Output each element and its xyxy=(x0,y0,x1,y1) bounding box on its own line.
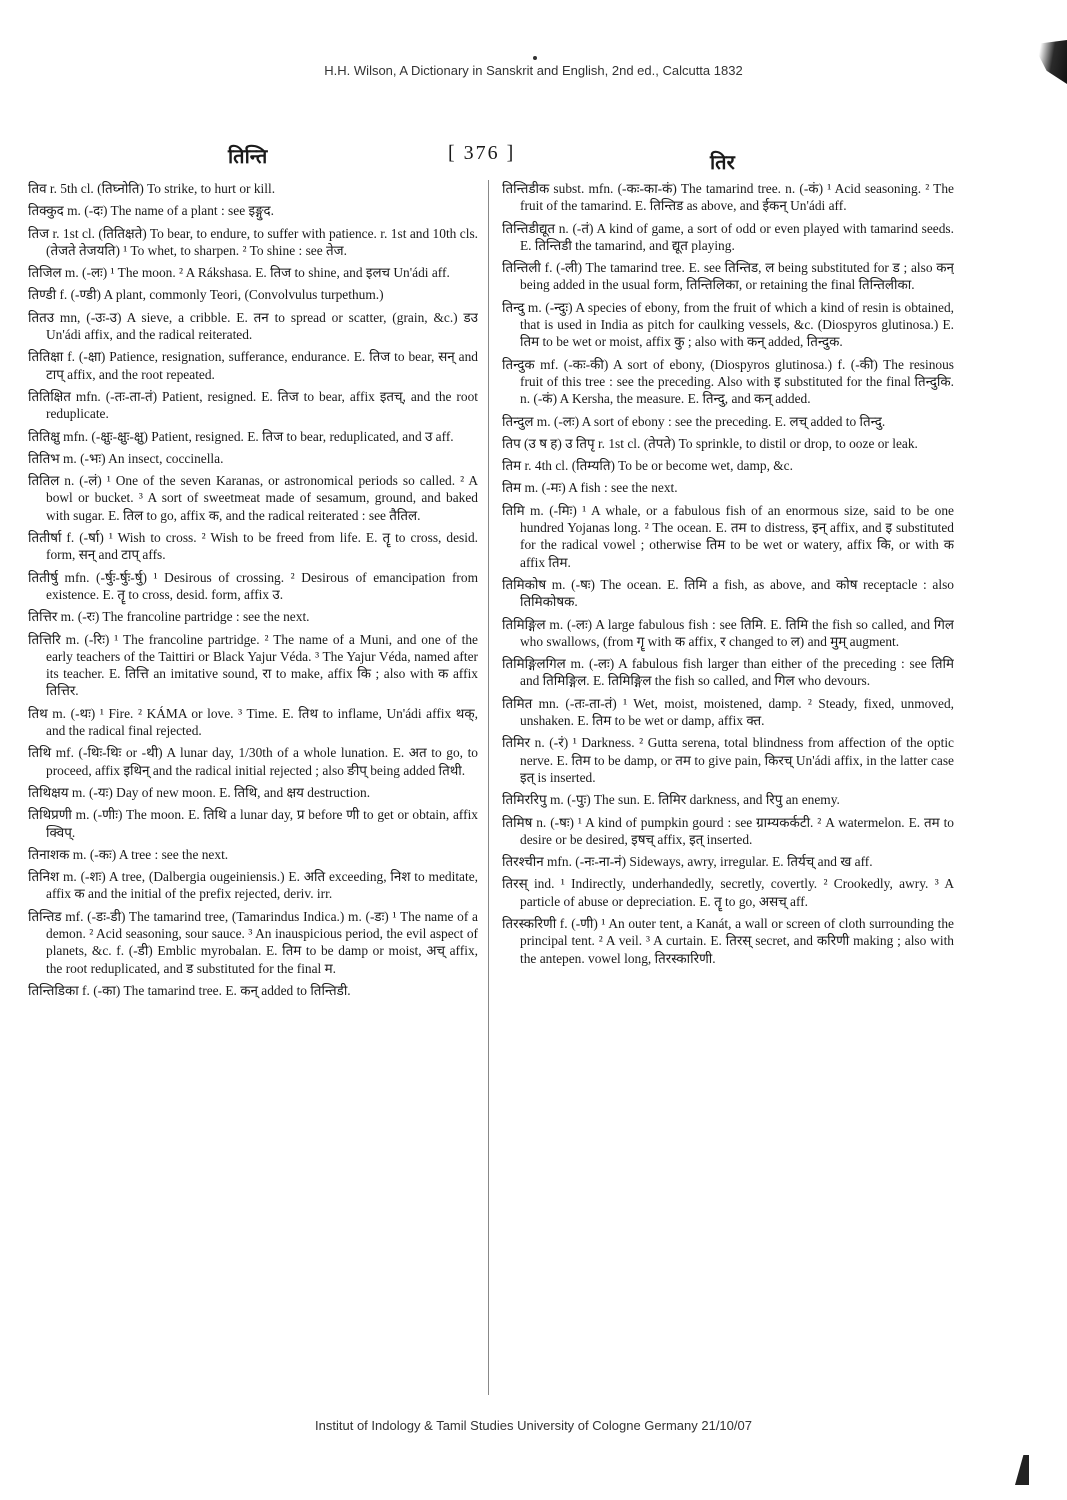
column-divider xyxy=(488,180,489,1395)
dictionary-entry: तिनिश m. (-शः) A tree, (Dalbergia ougeiniensis.) E. अति exceeding, निश to meditate, affix क and the initial of the prefix rejected, deriv. irr. xyxy=(28,869,478,902)
dictionary-entry: तिमिष n. (-षः) ¹ A kind of pumpkin gourd : see ग्राम्यकर्कटी. ² A watermelon. E. तम to desire or be desired, इषच् affix, इत् inserted. xyxy=(502,814,954,847)
dictionary-entry: तिन्तिडीक subst. mfn. (-कः-का-कं) The tamarind tree. n. (-कं) ¹ Acid seasoning. ² The fruit of the tamarind. E. तिन्तिड as above, and ईकन् Un'ádi aff. xyxy=(502,181,954,214)
dictionary-entry: तितिक्षित mfn. (-तः-ता-तं) Patient, resigned. E. तिज to bear, affix इतच्, and the root reduplicate. xyxy=(28,388,478,422)
left-column xyxy=(28,180,478,1402)
dictionary-entry: तिथिप्रणी m. (-णीः) The moon. E. तिथि a lunar day, प्र before णी to get or obtain, affix क्विप्. xyxy=(28,807,478,840)
dictionary-entry: तितीर्षा f. (-र्षा) ¹ Wish to cross. ² Wish to be freed from life. E. तॄ to cross, desid. form, सन् and टाप् affs. xyxy=(28,530,478,563)
dictionary-entry: तिम r. 4th cl. (तिम्यति) To be or become wet, damp, &c. xyxy=(502,458,793,474)
dictionary-entry: तिरस्करिणी f. (-णी) ¹ An outer tent, a Kanát, a wall or screen of cloth surrounding the principal tent. ² A veil. ³ A curtain. E. तिरस् secret, and करिणी making ; also with the antepen. vowel long, तिरस्कारिणी. xyxy=(502,915,954,966)
citation-header: H.H. Wilson, A Dictionary in Sanskrit and English, 2nd ed., Calcutta 1832 xyxy=(324,63,743,78)
right-column xyxy=(502,180,954,1402)
scan-speck xyxy=(533,56,537,60)
institution-footer: Institut of Indology & Tamil Studies University of Cologne Germany 21/10/07 xyxy=(315,1418,752,1433)
dictionary-entry: तिन्तिडिका f. (-का) The tamarind tree. E. कन् added to तिन्तिडी. xyxy=(28,982,351,998)
dictionary-entry: तितउ mn, (-उः-उ) A sieve, a cribble. E. तन to spread or scatter, (grain, &c.) डउ Un'ádi affix, and the radical reiterated. xyxy=(28,309,478,343)
dictionary-entry: तितीर्षु mfn. (-र्षुः-र्षुः-र्षु) ¹ Desirous of crossing. ² Desirous of emancipation from existence. E. तॄ to cross, desid. form, affix उ. xyxy=(28,569,478,602)
dictionary-entry: तिन्दु m. (-न्दुः) A species of ebony, from the fruit of which a kind of resin is obtained, that is used in India as pitch for caulking vessels, &c. (Diospyros glutinosa.) E. तिम to be wet or moist, affix कु ; also with कन् added, तिन्दुक. xyxy=(502,299,954,350)
dictionary-entry: तिथ m. (-थः) ¹ Fire. ² KÁMA or love. ³ Time. E. तिथ to inflame, Un'ádi affix थक्, and the radical final rejected. xyxy=(28,705,478,739)
dictionary-entry: तिक्कुद m. (-दः) The name of a plant : see इङ्गुद. xyxy=(28,203,274,219)
dictionary-entry: तिथिक्षय m. (-यः) Day of new moon. E. तिथि, and क्षय destruction. xyxy=(28,784,371,800)
dictionary-entry: तिन्तिली f. (-ली) The tamarind tree. E. see तिन्तिड, ल being substituted for ड ; also कन् being added in the usual form, तिन्तिलिका, or retaining the final तिन्तिलीका. xyxy=(502,260,954,293)
dictionary-entry: तितिक्षु mfn. (-क्षुः-क्षुः-क्षु) Patient, resigned. E. तिज to bear, reduplicated, and उ aff. xyxy=(28,428,454,444)
dictionary-entry: तितिभ m. (-भः) An insect, coccinella. xyxy=(28,450,224,466)
dictionary-entry: तिमित mn. (-तः-ता-तं) ¹ Wet, moist, moistened, damp. ² Steady, fixed, unmoved, unshaken. E. तिम to be wet or damp, affix क्त. xyxy=(502,695,954,729)
dictionary-entry: तिरश्चीन mfn. (-नः-ना-नं) Sideways, awry, irregular. E. तिर्यच् and ख aff. xyxy=(502,854,873,870)
dictionary-entry: तिमिङ्गिलगिल m. (-लः) A fabulous fish larger than either of the preceding : see तिमि and तिमिङ्गिल. E. तिमिङ्गिल the fish so called, and गिल who devours. xyxy=(502,656,954,689)
dictionary-entry: तिव r. 5th cl. (तिघ्नोति) To strike, to hurt or kill. xyxy=(28,181,276,196)
dictionary-entry: तिन्तिडीद्यूत n. (-तं) A kind of game, a sort of odd or even played with tamarind seeds. E. तिन्तिडी the tamarind, and द्यूत playing. xyxy=(502,220,954,253)
dictionary-entry: तिमिर n. (-रं) ¹ Darkness. ² Gutta serena, total blindness from affection of the optic nerve. E. तिम to be damp, or तम to give pain, किरच् Un'ádi affix, in the latter case इत् is inserted. xyxy=(502,735,954,785)
dictionary-entry: तिथि mf. (-थिः-थिः or -थी) A lunar day, 1/30th of a whole lunation. E. अत to go, to proceed, affix इथिन् and the radical initial rejected ; also ङीप् being added तिथी. xyxy=(28,745,478,778)
dictionary-entry: तिन्दुक mf. (-कः-की) A sort of ebony, (Diospyros glutinosa.) f. (-की) The resinous fruit of this tree : see the preceding. Also with इ substituted for the final तिन्दुकि. n. (-कं) A Kersha, the measure. E. तिन्दु, and कन् added. xyxy=(502,356,954,407)
dictionary-entry: तिण्डी f. (-ण्डी) A plant, commonly Teori, (Convolvulus turpethum.) xyxy=(28,287,384,303)
dictionary-entry: तिन्दुल m. (-लः) A sort of ebony : see the preceding. E. लच् added to तिन्दु. xyxy=(502,413,886,429)
dictionary-entry: तिमिङ्गिल m. (-लः) A large fabulous fish : see तिमि. E. तिमि the fish so called, and गिल who swallows, (from गॄ with क affix, र changed to ल) and मुम् augment. xyxy=(502,616,954,649)
dictionary-entry: तिजिल m. (-लः) ¹ The moon. ² A Rákshasa. E. तिज to shine, and इलच Un'ádi aff. xyxy=(28,265,450,281)
dictionary-entry: तितिक्षा f. (-क्षा) Patience, resignation, sufferance, endurance. E. तिज to bear, सन् and टाप् affix, and the root repeated. xyxy=(28,349,478,382)
dictionary-entry: तिमिररिपु m. (-पुः) The sun. E. तिमिर darkness, and रिपु an enemy. xyxy=(502,792,840,808)
page-number: [ 376 ] xyxy=(448,142,516,164)
running-head-right: तिर xyxy=(710,150,735,174)
dictionary-entry: तितिल n. (-लं) ¹ One of the seven Karanas, or astronomical periods so called. ² A bowl or bucket. ³ A sort of sweetmeat made of sesamum, ground, and baked with sugar. E. तिल to go, affix क, and the radical reiterated : see तैतिल. xyxy=(28,473,478,523)
dictionary-entry: तिम m. (-मः) A fish : see the next. xyxy=(502,480,678,496)
dictionary-entry: तिमिकोष m. (-षः) The ocean. E. तिमि a fish, as above, and कोष receptacle : also तिमिकोषक. xyxy=(502,576,954,610)
dictionary-entry: तिरस् ind. ¹ Indirectly, underhandedly, secretly, covertly. ² Crookedly, awry. ³ A particle of abuse or depreciation. E. तॄ to go, असच् aff. xyxy=(502,876,954,909)
dictionary-entry: तित्तिर m. (-रः) The francoline partridge : see the next. xyxy=(28,609,310,625)
scan-edge-mark-bottom xyxy=(1015,1455,1029,1485)
running-head-left: तिन्ति xyxy=(228,144,268,168)
dictionary-entry: तिमि m. (-मिः) ¹ A whale, or a fabulous fish of an enormous size, said to be one hundred Yojanas long. ² The ocean. E. तम to distress, इन् affix, and इ substituted for the radical vowel ; otherwise तिम to be wet or watery, affix कि, or with क affix तिम. xyxy=(502,502,954,570)
dictionary-entry: तित्तिरि m. (-रिः) ¹ The francoline partridge. ² The name of a Muni, and one of the early teachers of the Taittiri or Black Yajur Véda. ³ The Yajur Véda, named after its teacher. E. तित्ति an imitative sound, रा to make, affix कि ; also with क affix तित्तिर. xyxy=(28,631,478,699)
dictionary-entry: तिज r. 1st cl. (तितिक्षते) To bear, to endure, to suffer with patience. r. 1st and 10th cls. (तेजते तेजयति) ¹ To whet, to sharpen. ² To shine : see तेज. xyxy=(28,225,478,258)
dictionary-entry: तिनाशक m. (-कः) A tree : see the next. xyxy=(28,846,229,862)
dictionary-entry: तिन्तिड mf. (-डः-डी) The tamarind tree, (Tamarindus Indica.) m. (-डः) ¹ The name of a demon. ² Acid seasoning, sour sauce. ³ An inauspicious period, the evil aspect of planets, &c. f. (-डी) Emblic myrobalan. E. तिम to be damp or moist, अच् affix, the root reduplicated, and ड substituted for the final म. xyxy=(28,908,478,976)
dictionary-entry: तिप (उ ष ह) उ तिपृ r. 1st cl. (तेपते) To sprinkle, to distil or drop, to ooze or leak. xyxy=(502,435,918,451)
